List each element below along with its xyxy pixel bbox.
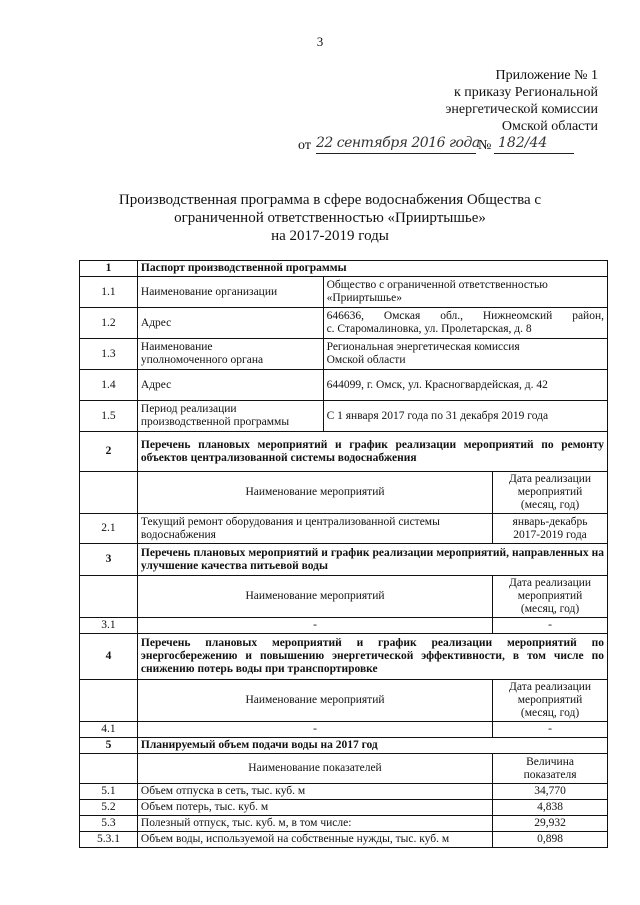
appendix-line: энергетической комиссии xyxy=(445,102,598,117)
row-value: 644099, г. Омск, ул. Красногвардейская, д. 42 xyxy=(323,370,607,401)
appendix-header xyxy=(338,67,598,135)
appendix-line: Омской области xyxy=(501,119,598,134)
from-label: от xyxy=(298,138,311,153)
row-label: Объем отпуска в сеть, тыс. куб. м xyxy=(137,784,492,800)
value-line: с. Старомалиновка, ул. Пролетарская, д. 8 xyxy=(326,323,532,335)
row-value xyxy=(323,339,607,370)
table-row xyxy=(80,784,608,800)
table-row xyxy=(80,816,608,832)
table-row xyxy=(80,832,608,848)
row-number: 5.2 xyxy=(80,800,138,816)
row-label xyxy=(137,401,323,432)
empty-cell xyxy=(80,754,138,784)
row-label: Адрес xyxy=(137,308,323,339)
header-line: мероприятий xyxy=(517,694,583,706)
header-row xyxy=(80,680,608,722)
section-title: Паспорт производственной программы xyxy=(137,261,607,277)
row-number: 2.1 xyxy=(80,514,138,544)
column-header-date xyxy=(493,680,608,722)
section-title: Перечень плановых мероприятий и график реализации мероприятий по энергосбережению и повышению энергетической эффективности, в том числе по снижению потерь воды при транспортировке xyxy=(137,634,607,680)
column-header-name: Наименование показателей xyxy=(137,754,492,784)
header-line: Дата реализации xyxy=(509,473,592,485)
table-row xyxy=(80,401,608,432)
column-header-date xyxy=(493,576,608,618)
row-number: 1.3 xyxy=(80,339,138,370)
table-row xyxy=(80,339,608,370)
section-row xyxy=(80,261,608,277)
page-number: 3 xyxy=(316,34,324,49)
label-line: производственной программы xyxy=(140,416,290,428)
row-value xyxy=(493,514,608,544)
table-row xyxy=(80,514,608,544)
value-line: Омской области xyxy=(326,354,406,366)
section-number: 3 xyxy=(80,544,138,576)
row-number: 1.5 xyxy=(80,401,138,432)
row-value: - xyxy=(493,618,608,634)
empty-cell xyxy=(80,680,138,722)
value-line: 2017-2019 года xyxy=(513,528,587,541)
section-number: 2 xyxy=(80,432,138,472)
header-row xyxy=(80,472,608,514)
table-row xyxy=(80,370,608,401)
title-line: Производственная программа в сфере водоснабжения Общества с xyxy=(118,192,542,208)
header-row xyxy=(80,576,608,618)
header-line: (месяц, год) xyxy=(520,499,580,511)
row-label: Объем потерь, тыс. куб. м xyxy=(137,800,492,816)
section-number: 4 xyxy=(80,634,138,680)
row-number: 4.1 xyxy=(80,722,138,738)
row-value xyxy=(323,277,607,308)
value-line: 646636, Омская обл., Нижнеомский район, xyxy=(326,310,604,322)
section-title: Перечень плановых мероприятий и график реализации мероприятий по ремонту объектов централизованной системы водоснабжения xyxy=(137,432,607,472)
row-number: 5.1 xyxy=(80,784,138,800)
column-header-date xyxy=(493,472,608,514)
empty-cell xyxy=(80,576,138,618)
row-label: Текущий ремонт оборудования и централизованной системы водоснабжения xyxy=(137,514,492,544)
header-line: мероприятий xyxy=(517,590,583,602)
header-line: показателя xyxy=(523,768,577,781)
handwritten-number: 182/44 xyxy=(498,135,548,151)
program-table xyxy=(79,260,608,848)
header-line: мероприятий xyxy=(517,486,583,498)
order-date-number xyxy=(282,135,602,157)
row-number: 1.1 xyxy=(80,277,138,308)
row-number: 1.2 xyxy=(80,308,138,339)
title-line: на 2017-2019 годы xyxy=(271,228,389,244)
row-label: - xyxy=(137,722,492,738)
section-title: Перечень плановых мероприятий и график реализации мероприятий, направленных на улучшение качества питьевой воды xyxy=(137,544,607,576)
row-number: 5.3 xyxy=(80,816,138,832)
section-number: 1 xyxy=(80,261,138,277)
label-line: уполномоченного органа xyxy=(140,354,264,366)
section-row xyxy=(80,738,608,754)
header-line: (месяц, год) xyxy=(520,707,580,719)
table-row xyxy=(80,308,608,339)
row-label: Полезный отпуск, тыс. куб. м, в том числе: xyxy=(137,816,492,832)
row-value: 0,898 xyxy=(493,832,608,848)
value-line: «Прииртышье» xyxy=(326,292,402,304)
row-label: Адрес xyxy=(137,370,323,401)
row-value: С 1 января 2017 года по 31 декабря 2019 года xyxy=(323,401,607,432)
row-value: 34,770 xyxy=(493,784,608,800)
section-title: Планируемый объем подачи воды на 2017 год xyxy=(137,738,607,754)
row-value xyxy=(323,308,607,339)
row-value: 29,932 xyxy=(493,816,608,832)
row-label xyxy=(137,339,323,370)
section-row xyxy=(80,544,608,576)
section-number: 5 xyxy=(80,738,138,754)
header-line: Дата реализации xyxy=(509,681,592,693)
row-label: Наименование организации xyxy=(137,277,323,308)
value-line: Общество с ограниченной ответственностью xyxy=(326,279,548,291)
row-label: - xyxy=(137,618,492,634)
column-header-name: Наименование мероприятий xyxy=(137,680,492,722)
header-line: (месяц, год) xyxy=(520,603,580,615)
column-header-value xyxy=(493,754,608,784)
row-value: 4,838 xyxy=(493,800,608,816)
value-line: январь-декабрь xyxy=(512,515,588,528)
value-line: Региональная энергетическая комиссия xyxy=(326,341,520,353)
row-number: 1.4 xyxy=(80,370,138,401)
table-row xyxy=(80,722,608,738)
label-line: Наименование xyxy=(140,341,213,353)
table-row xyxy=(80,277,608,308)
row-number: 3.1 xyxy=(80,618,138,634)
number-label: № xyxy=(478,138,492,153)
column-header-name: Наименование мероприятий xyxy=(137,472,492,514)
row-label: Объем воды, используемой на собственные нужды, тыс. куб. м xyxy=(137,832,492,848)
handwritten-date: 22 сентября 2016 года xyxy=(316,135,480,151)
label-line: Период реализации xyxy=(140,403,237,415)
header-line: Дата реализации xyxy=(509,577,592,589)
section-row xyxy=(80,634,608,680)
column-header-name: Наименование мероприятий xyxy=(137,576,492,618)
title-line: ограниченной ответственностью «Прииртышье» xyxy=(174,210,486,226)
appendix-line: к приказу Региональной xyxy=(453,85,598,100)
appendix-line: Приложение № 1 xyxy=(495,68,598,83)
section-row xyxy=(80,432,608,472)
document-title xyxy=(90,191,570,245)
row-number: 5.3.1 xyxy=(80,832,138,848)
header-line: Величина xyxy=(526,755,574,768)
table-row xyxy=(80,800,608,816)
number-underline xyxy=(494,153,574,154)
header-row xyxy=(80,754,608,784)
table-row xyxy=(80,618,608,634)
empty-cell xyxy=(80,472,138,514)
date-underline xyxy=(316,153,476,154)
row-value: - xyxy=(493,722,608,738)
